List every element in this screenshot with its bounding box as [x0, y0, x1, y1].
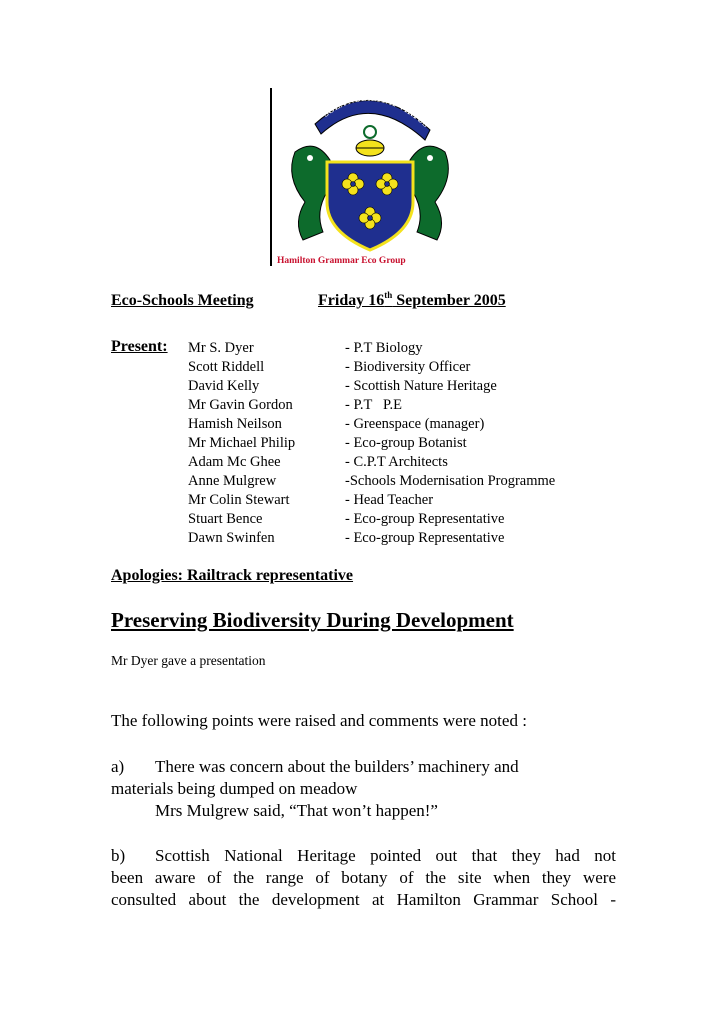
point-b-line3: consulted about the development at Hamilton Grammar School - [111, 890, 616, 909]
attendee-role: - P.T Biology [345, 340, 423, 356]
meeting-date-prefix: Friday 16 [318, 292, 385, 309]
attendee-name: Mr S. Dyer [188, 340, 254, 356]
meeting-date-suffix: th [384, 290, 393, 300]
attendee-name: Adam Mc Ghee [188, 454, 281, 470]
attendee-name: David Kelly [188, 378, 260, 394]
section-heading: Preserving Biodiversity During Development [111, 608, 514, 632]
attendee-role: - Greenspace (manager) [345, 416, 485, 432]
point-a-marker: a) [111, 757, 125, 776]
attendee-name: Scott Riddell [188, 359, 265, 375]
attendee-name: Hamish Neilson [188, 416, 282, 432]
attendee-role: - Scottish Nature Heritage [345, 378, 497, 394]
attendee-role: - P.T P.E [345, 397, 402, 413]
attendee-name: Mr Michael Philip [188, 435, 296, 451]
meeting-date-rest: September 2005 [392, 292, 506, 309]
logo-divider [270, 88, 272, 266]
attendee-role: - C.P.T Architects [345, 454, 448, 470]
apologies: Apologies: Railtrack representative [111, 567, 354, 584]
attendee-role: - Eco-group Botanist [345, 435, 467, 451]
point-b-line2: been aware of the range of botany of the site when they were [111, 868, 616, 887]
school-crest-logo [275, 82, 450, 272]
point-a-line3: Mrs Mulgrew said, “That won’t happen!” [155, 801, 438, 820]
point-a-line2: materials being dumped on meadow [111, 779, 358, 798]
meeting-date [318, 292, 506, 310]
attendee-role: - Biodiversity Officer [345, 359, 471, 375]
attendee-name: Mr Gavin Gordon [188, 397, 293, 413]
meeting-title: Eco-Schools Meeting [111, 292, 254, 309]
attendee-role: - Eco-group Representative [345, 530, 505, 546]
logo-caption: Hamilton Grammar Eco Group [277, 256, 406, 266]
attendee-role: - Eco-group Representative [345, 511, 505, 527]
intro-text: The following points were raised and comments were noted : [111, 711, 527, 730]
attendee-name: Mr Colin Stewart [188, 492, 290, 508]
present-label: Present: [111, 338, 168, 355]
logo-motto: SOLA NOBILITAT VIRTUS [320, 92, 432, 130]
attendee-role: - Head Teacher [345, 492, 434, 508]
attendee-name: Dawn Swinfen [188, 530, 275, 546]
attendee-name: Stuart Bence [188, 511, 263, 527]
presentation-note: Mr Dyer gave a presentation [111, 653, 266, 668]
point-a-line1: There was concern about the builders’ machinery and [155, 757, 519, 776]
attendee-name: Anne Mulgrew [188, 473, 277, 489]
point-b-line1: Scottish National Heritage pointed out that they had not [155, 846, 616, 865]
attendee-role: -Schools Modernisation Programme [345, 473, 556, 489]
point-b-marker: b) [111, 846, 126, 865]
